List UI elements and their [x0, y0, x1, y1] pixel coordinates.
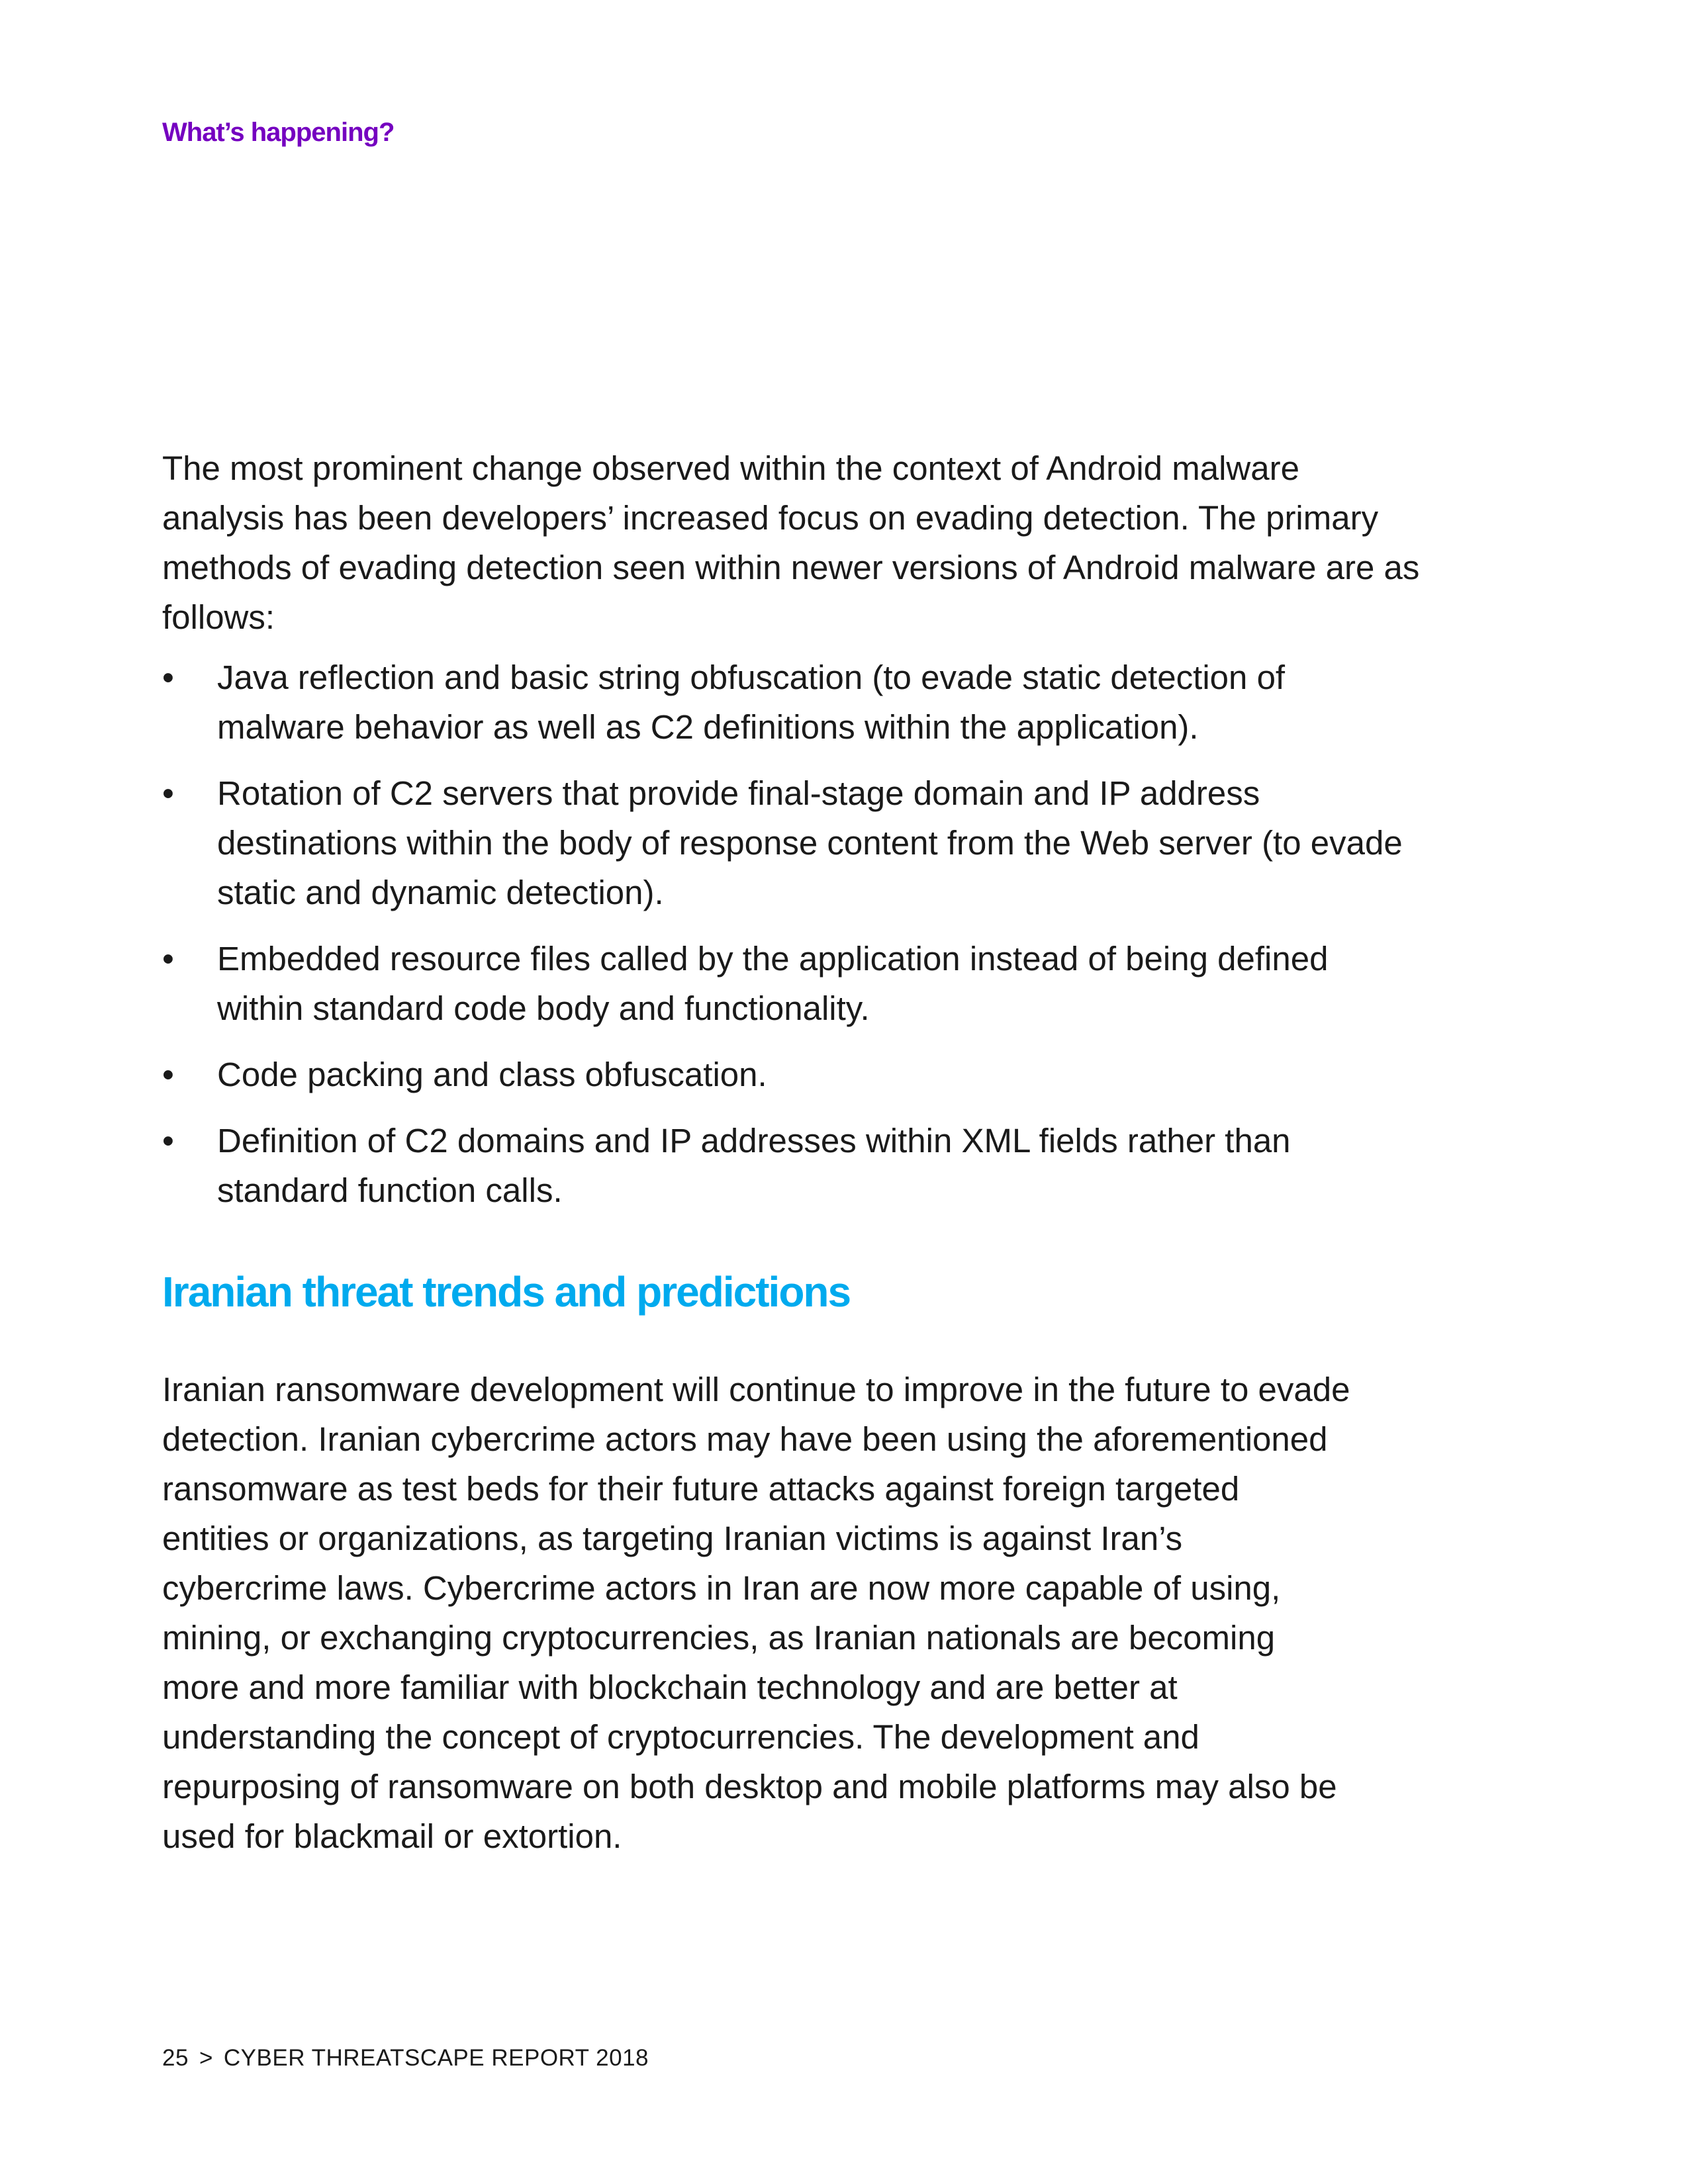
intro-paragraph: The most prominent change observed within the context of Android malware analysis has been developers’ increased focus on evading detection. The primary methods of evading detection seen within newer versions of Android malware are as follows: [162, 449, 1420, 636]
list-item [162, 1116, 1420, 1215]
list-item [162, 768, 1420, 917]
list-item-text: Code packing and class obfuscation. [217, 1056, 767, 1093]
list-item-text: Java reflection and basic string obfuscation (to evade static detection of malware behavior as well as C2 definitions within the application). [217, 659, 1286, 746]
footer-separator: > [199, 2045, 213, 2071]
page-number: 25 [162, 2045, 189, 2071]
page-footer [162, 2044, 649, 2073]
list-item-text: Definition of C2 domains and IP addresses within XML fields rather than standard function calls. [217, 1122, 1291, 1209]
section-paragraph: Iranian ransomware development will continue to improve in the future to evade detection. Iranian cybercrime actors may have been using the aforementioned ransomware as test beds for their future attacks against foreign targeted entities or organizations, as targeting Iranian victims is against Iran’s cybercrime laws. Cybercrime actors in Iran are now more capable of using, mining, or exchanging cryptocurrencies, as Iranian nationals are becoming more and more familiar with blockchain technology and are better at understanding the concept of cryptocurrencies. The development and repurposing of ransomware on both desktop and mobile platforms may also be used for blackmail or extortion. [162, 1371, 1350, 1855]
evasion-methods-list [162, 653, 1420, 1232]
list-item [162, 653, 1420, 752]
bullet-marker: • [162, 1122, 174, 1160]
bullet-marker: • [162, 940, 174, 978]
bullet-marker: • [162, 659, 174, 696]
list-item-text: Rotation of C2 servers that provide final-stage domain and IP address destinations within the body of response content from the Web server (to evade static and dynamic detection). [217, 774, 1403, 911]
bullet-marker: • [162, 1056, 174, 1093]
list-item-text: Embedded resource files called by the application instead of being defined within standard code body and functionality. [217, 940, 1329, 1027]
bullet-marker: • [162, 774, 174, 812]
section-heading: Iranian threat trends and predictions [162, 1268, 851, 1316]
section-label: What’s happening? [162, 118, 395, 147]
report-title: CYBER THREATSCAPE REPORT 2018 [223, 2045, 649, 2071]
list-item [162, 934, 1420, 1033]
list-item [162, 1050, 1420, 1099]
